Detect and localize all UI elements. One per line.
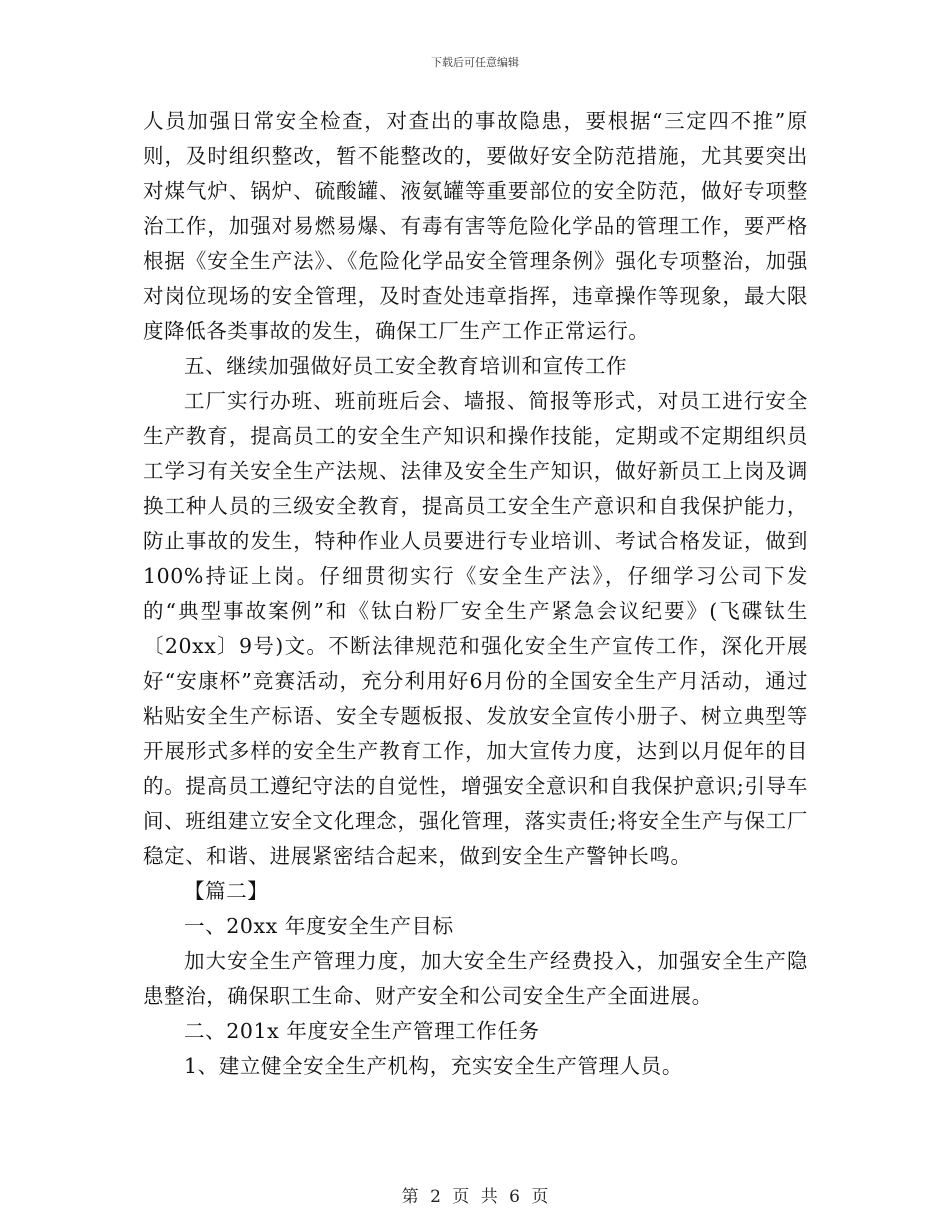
section-heading: 一、20xx 年度安全生产目标 (184, 914, 454, 938)
page-number-footer: 第 2 页 共 6 页 (401, 1187, 549, 1207)
paragraph-body: 加大安全生产管理力度，加大安全生产经费投入，加强安全生产隐患整治，确保职工生命、财产安全和公司安全生产全面进展。 (143, 949, 808, 1008)
part-heading: 【篇二】 (184, 879, 269, 903)
section-heading: 二、201x 年度安全生产管理工作任务 (184, 1019, 540, 1043)
paragraph-body: 1、建立健全安全生产机构，充实安全生产管理人员。 (184, 1054, 683, 1078)
section-heading: 五、继续加强做好员工安全教育培训和宣传工作 (184, 354, 628, 378)
page-header-note: 下载后可任意编辑 (431, 56, 519, 69)
paragraph-continuation: 人员加强日常安全检查，对查出的事故隐患，要根据“三定四不推”原则，及时组织整改，暂不能整改的，要做好安全防范措施，尤其要突出对煤气炉、锅炉、硫酸罐、液氨罐等重要部位的安全防范，做好专项整治工作，加强对易燃易爆、有毒有害等危险化学品的管理工作，要严格根据《安全生产法》、《危险化学品安全管理条例》强化专项整治，加强对岗位现场的安全管理，及时查处违章指挥，违章操作等现象，最大限度降低各类事故的发生，确保工厂生产工作正常运行。 (143, 109, 808, 343)
document-body (143, 104, 808, 1084)
paragraph-body: 工厂实行办班、班前班后会、墙报、简报等形式，对员工进行安全生产教育，提高员工的安全生产知识和操作技能，定期或不定期组织员工学习有关安全生产法规、法律及安全生产知识，做好新员工上岗及调换工种人员的三级安全教育，提高员工安全生产意识和自我保护能力，防止事故的发生，特种作业人员要进行专业培训、考试合格发证，做到100%持证上岗。仔细贯彻实行《安全生产法》，仔细学习公司下发的“典型事故案例”和《钛白粉厂安全生产紧急会议纪要》(飞碟钛生〔20xx〕9号)文。不断法律规范和强化安全生产宣传工作，深化开展好“安康杯”竞赛活动，充分利用好6月份的全国安全生产月活动，通过粘贴安全生产标语、安全专题板报、发放安全宣传小册子、树立典型等开展形式多样的安全生产教育工作，加大宣传力度，达到以月促年的目的。提高员工遵纪守法的自觉性，增强安全意识和自我保护意识;引导车间、班组建立安全文化理念，强化管理，落实责任;将安全生产与保工厂稳定、和谐、进展紧密结合起来，做到安全生产警钟长鸣。 (143, 389, 808, 868)
